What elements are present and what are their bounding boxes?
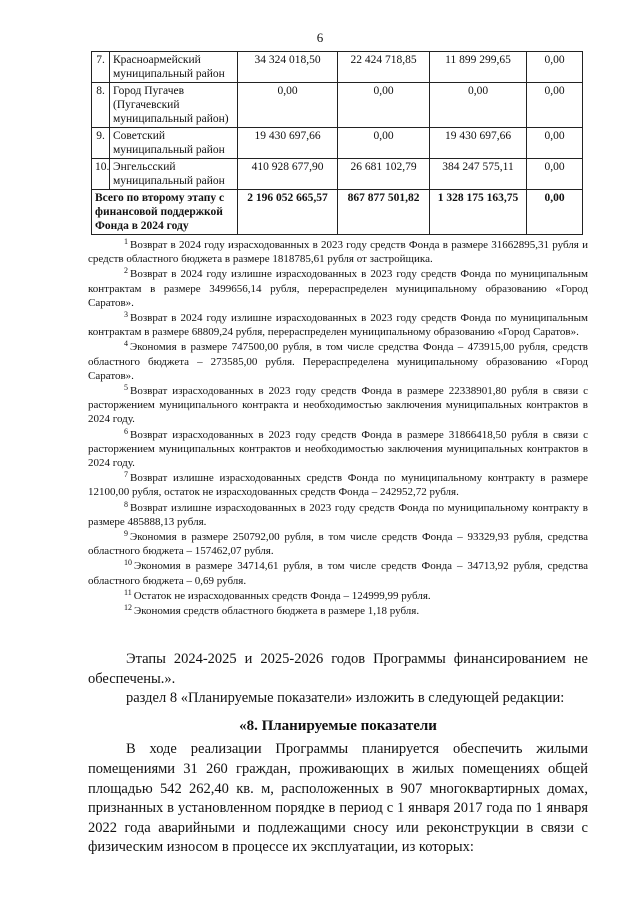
cell-local: 0,00 xyxy=(527,128,583,159)
footnote-text: Возврат в 2024 году израсходованных в 2023 году средств Фонда в размере 31662895,31 рубля и средств областного бюджета в размере 1818785,61 рубля от застройщика. xyxy=(88,239,588,266)
paragraph-stages: Этапы 2024-2025 и 2025-2026 годов Программы финансированием не обеспечены.». xyxy=(88,651,588,687)
footnote-text: Возврат излишне израсходованных средств Фонда по муниципальному контракту в размере 12100,00 рубля, остаток не израсходованных средств Фонда – 242952,72 рубля. xyxy=(88,472,588,499)
total-fund: 867 877 501,82 xyxy=(338,190,430,235)
row-number: 9. xyxy=(92,128,110,159)
footnote xyxy=(88,559,588,587)
cell-fund: 26 681 102,79 xyxy=(338,159,430,190)
cell-fund: 22 424 718,85 xyxy=(338,52,430,83)
funding-table xyxy=(91,51,583,235)
footnote xyxy=(88,238,588,266)
cell-fund: 0,00 xyxy=(338,128,430,159)
footnote-text: Экономия в размере 250792,00 рубля, в том числе средств Фонда – 93329,93 рубля, средства областного бюджета – 157462,07 рубля. xyxy=(88,531,588,558)
footnote xyxy=(88,311,588,339)
row-name: Город Пугачев (Пугачевский муниципальный район) xyxy=(110,83,238,128)
footnote-mark: 10 xyxy=(124,558,132,568)
footnote-text: Возврат в 2024 году излишне израсходованных в 2023 году средств Фонда по муниципальным контрактам в размере 3499656,14 рубля, перераспределен муниципальному образованию «Город Саратов». xyxy=(88,268,588,309)
total-label: Всего по второму этапу с финансовой поддержкой Фонда в 2024 году xyxy=(92,190,238,235)
table-total-row xyxy=(92,190,583,235)
total-regional: 1 328 175 163,75 xyxy=(430,190,527,235)
cell-regional: 384 247 575,11 xyxy=(430,159,527,190)
row-name: Красноармейский муниципальный район xyxy=(110,52,238,83)
cell-local: 0,00 xyxy=(527,52,583,83)
footnote-text: Экономия в размере 747500,00 рубля, в том числе средства Фонда – 473915,00 рубля, средств областного бюджета – 273585,00 рубля. Перераспределена муниципальному образованию «Город Саратов». xyxy=(88,341,588,382)
cell-total: 0,00 xyxy=(238,83,338,128)
footnote-mark: 12 xyxy=(124,603,132,613)
row-name: Энгельсский муниципальный район xyxy=(110,159,238,190)
row-number: 8. xyxy=(92,83,110,128)
footnote-text: Возврат израсходованных в 2023 году средств Фонда в размере 31866418,50 рубля в связи с расторжением муниципальных контрактов и необходимостью заключения муниципальных контрактов в 2024 году. xyxy=(88,428,588,470)
footnote-text: Возврат в 2024 году излишне израсходованных в 2023 году средств Фонда по муниципальным контрактам в размере 68809,24 рубля, перераспределен муниципальному образованию «Город Саратов». xyxy=(88,312,588,339)
footnote xyxy=(88,267,588,310)
table-row xyxy=(92,83,583,128)
footnote xyxy=(88,530,588,558)
footnote xyxy=(88,384,588,427)
footnote-mark: 9 xyxy=(124,529,128,539)
total-local: 0,00 xyxy=(527,190,583,235)
section-heading: «8. Планируемые показатели xyxy=(239,717,437,734)
page-number: 6 xyxy=(316,30,324,45)
paragraph-section-8: раздел 8 «Планируемые показатели» изложить в следующей редакции: xyxy=(126,690,565,707)
row-name: Советский муниципальный район xyxy=(110,128,238,159)
footnote xyxy=(88,428,588,471)
footnote-mark: 1 xyxy=(124,237,128,246)
footnote-mark: 11 xyxy=(124,587,132,597)
cell-local: 0,00 xyxy=(527,159,583,190)
footnotes xyxy=(88,238,588,619)
cell-total: 410 928 677,90 xyxy=(238,159,338,190)
footnote-text: Возврат израсходованных в 2023 году средств Фонда в размере 22338901,80 рубля в связи с расторжением муниципального контракта и необходимостью заключения муниципальных контрактов в 2024 году. xyxy=(88,385,588,426)
footnote-mark: 5 xyxy=(124,383,128,393)
cell-regional: 0,00 xyxy=(430,83,527,128)
footnote-text: Экономия в размере 34714,61 рубля, в том числе средств Фонда – 34713,92 рубля, средства областного бюджета – 0,69 рубля. xyxy=(88,560,588,587)
footnote-mark: 3 xyxy=(124,310,128,320)
cell-regional: 19 430 697,66 xyxy=(430,128,527,159)
footnote-text: Возврат излишне израсходованных в 2023 году средств Фонда по муниципальному контракту в размере 485888,13 рубля. xyxy=(88,501,588,528)
cell-total: 19 430 697,66 xyxy=(238,128,338,159)
table-row xyxy=(92,128,583,159)
cell-regional: 11 899 299,65 xyxy=(430,52,527,83)
footnote xyxy=(88,340,588,383)
footnote xyxy=(88,501,588,529)
footnote xyxy=(88,604,588,618)
footnote-mark: 6 xyxy=(124,426,128,436)
cell-fund: 0,00 xyxy=(338,83,430,128)
paragraph-indicators: В ходе реализации Программы планируется обеспечить жилыми помещениями 31 260 граждан, проживающих в жилых помещениях общей площадью 542 262,40 кв. м, расположенных в 907 многоквартирных домах, признанных в установленном порядке в период с 1 января 2017 года по 1 января 2022 года аварийными и подлежащими сносу или реконструкции в связи с физическим износом в процессе их эксплуатации, из которых: xyxy=(88,741,588,856)
footnote-mark: 8 xyxy=(124,499,128,509)
row-number: 10. xyxy=(92,159,110,190)
row-number: 7. xyxy=(92,52,110,83)
footnote-text: Остаток не израсходованных средств Фонда – 124999,99 рубля. xyxy=(133,589,431,602)
cell-total: 34 324 018,50 xyxy=(238,52,338,83)
footnote xyxy=(88,471,588,499)
table-row xyxy=(92,52,583,83)
footnote-mark: 7 xyxy=(124,470,128,480)
total-sum: 2 196 052 665,57 xyxy=(238,190,338,235)
main-text xyxy=(88,650,588,858)
cell-local: 0,00 xyxy=(527,83,583,128)
table-row xyxy=(92,159,583,190)
footnote-mark: 4 xyxy=(124,339,128,349)
footnote-mark: 2 xyxy=(124,266,128,276)
footnote-text: Экономия средств областного бюджета в размере 1,18 рубля. xyxy=(134,605,420,618)
footnote xyxy=(88,589,588,603)
